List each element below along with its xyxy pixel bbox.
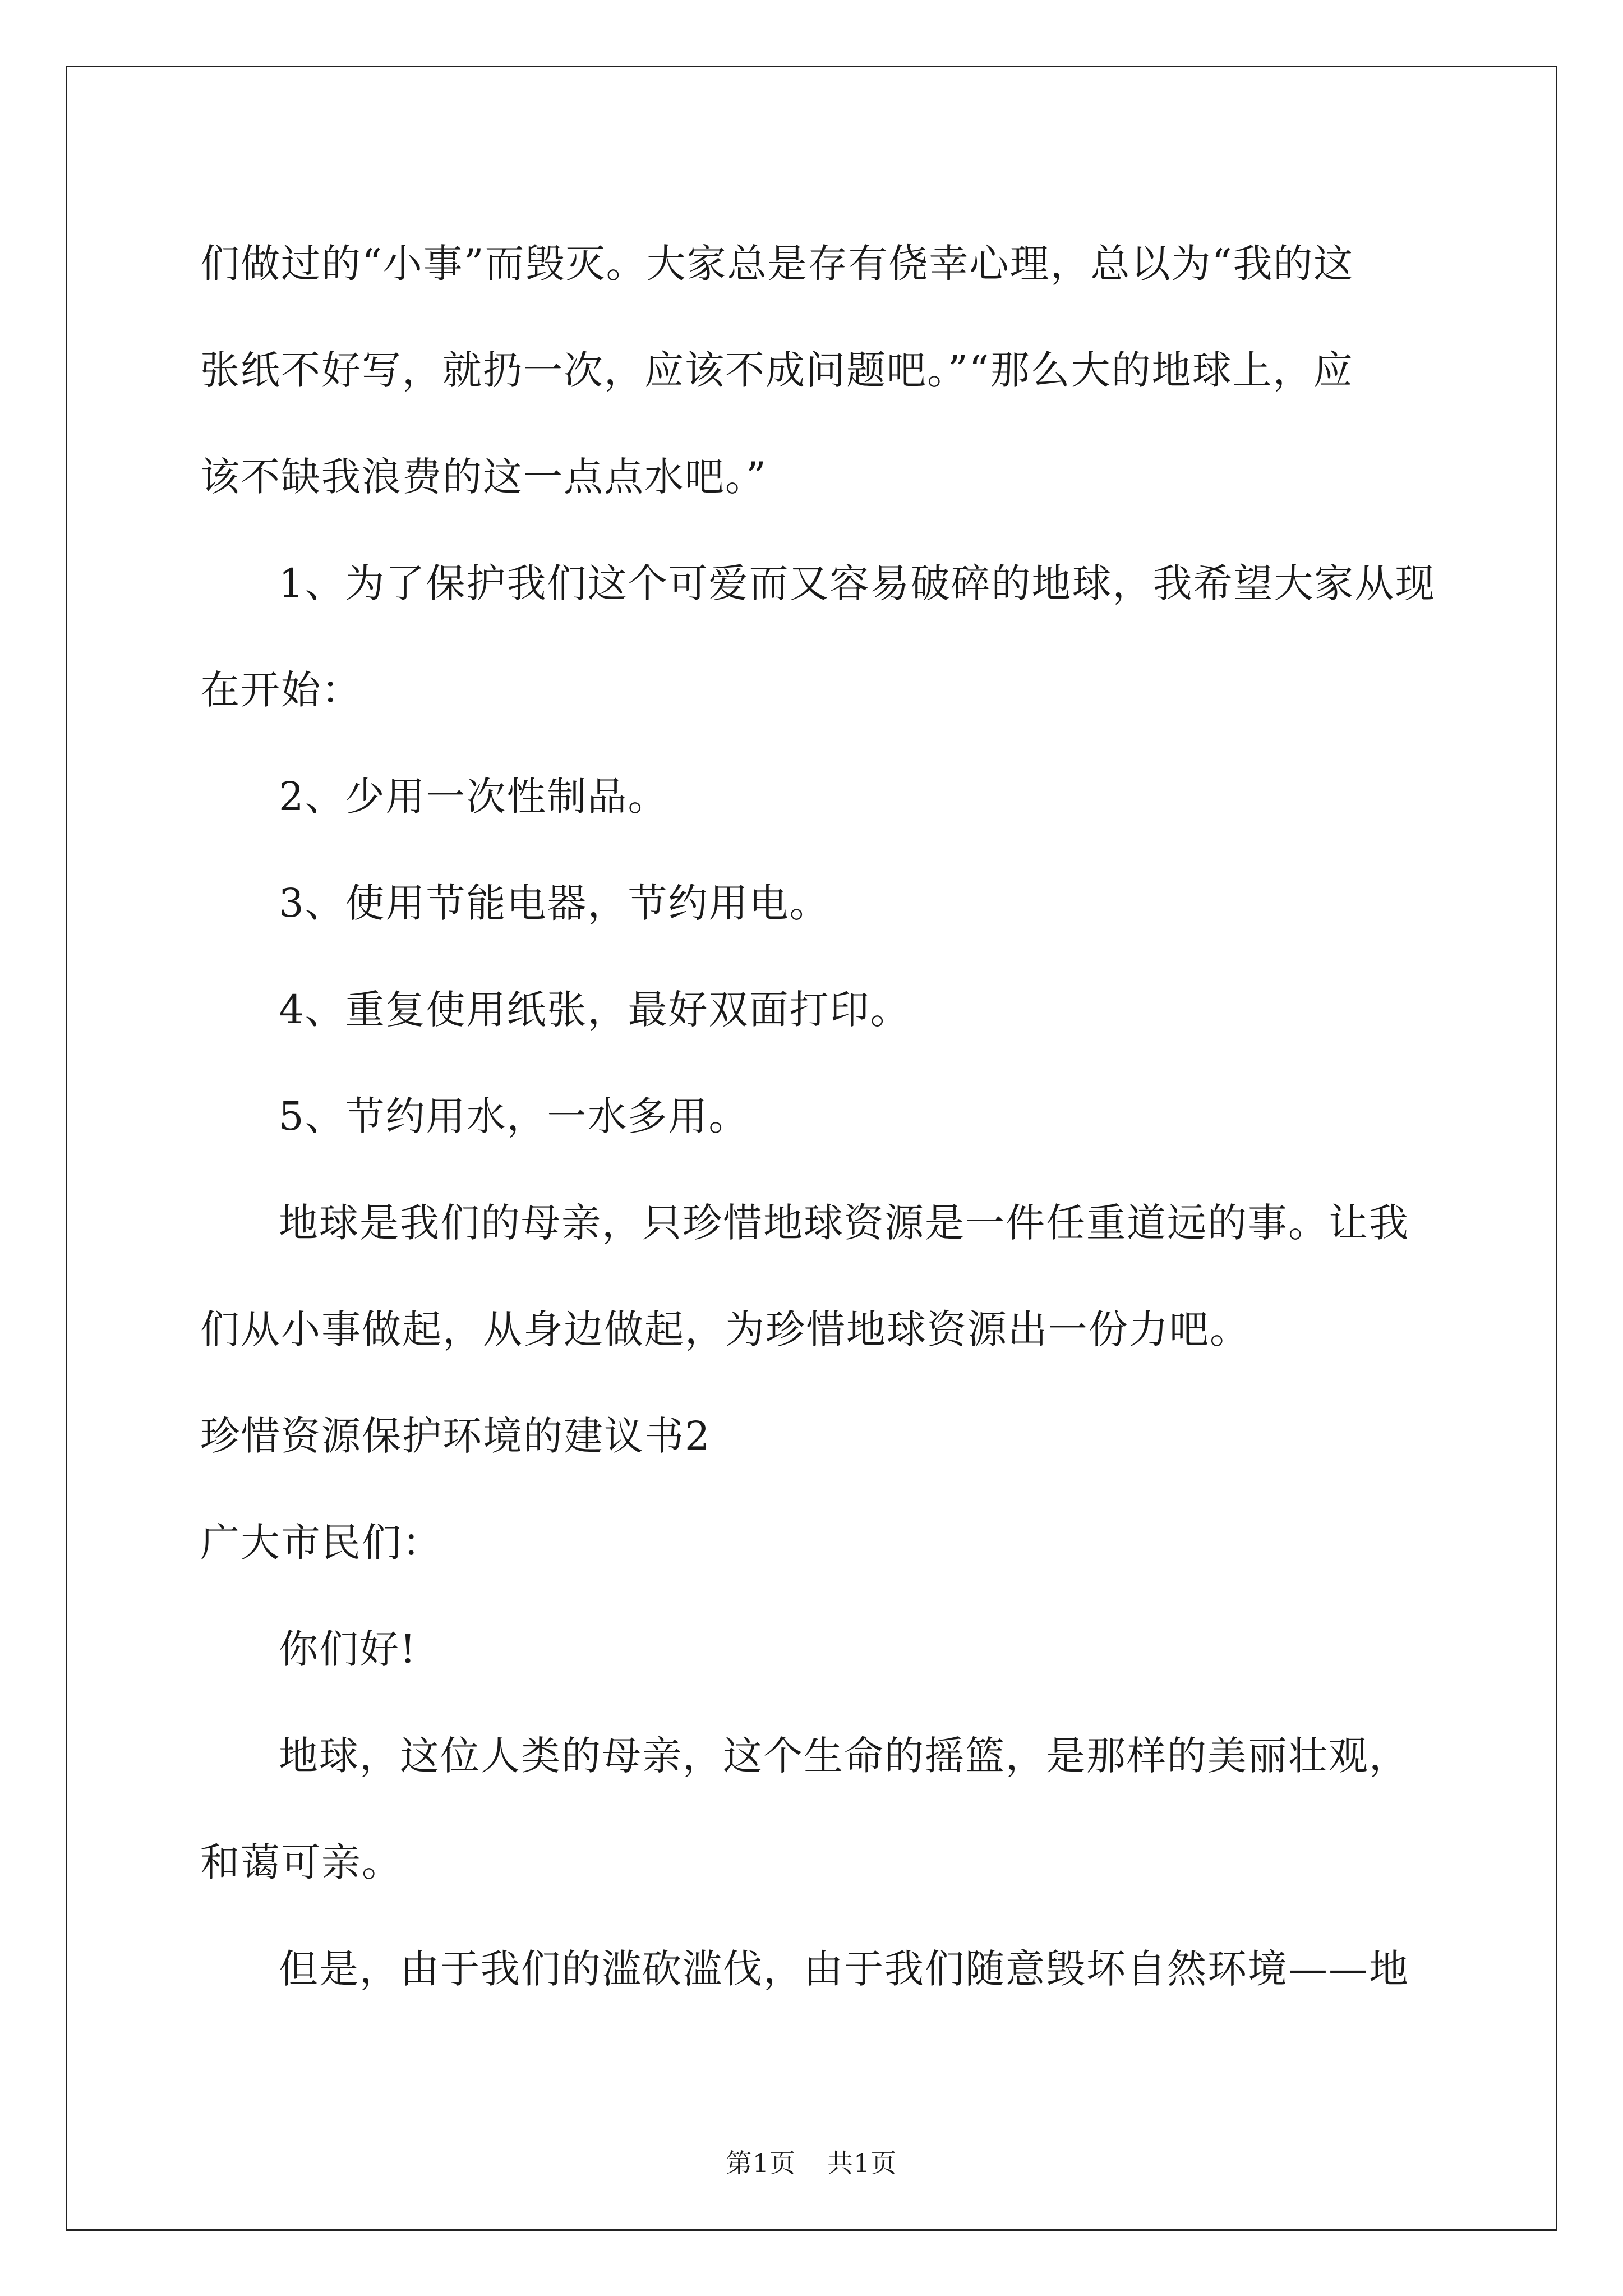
text-line: 地球，这位人类的母亲，这个生命的摇篮，是那样的美丽壮观， — [279, 1733, 1409, 1779]
list-item-1: 1、为了保护我们这个可爱而又容易破碎的地球，我希望大家从现 — [279, 560, 1436, 606]
list-item-4: 4、重复使用纸张，最好双面打印。 — [279, 987, 911, 1033]
text-line: 地球是我们的母亲，只珍惜地球资源是一件任重道远的事。让我 — [279, 1200, 1409, 1246]
text-line: 和蔼可亲。 — [200, 1839, 402, 1885]
page-footer — [0, 2143, 1623, 2180]
list-item-2: 2、少用一次性制品。 — [279, 774, 668, 820]
text-line: 但是，由于我们的滥砍滥伐，由于我们随意毁坏自然环境——地 — [279, 1946, 1409, 1992]
text-line: 在开始： — [200, 667, 362, 713]
page-total: 共1页 — [827, 2148, 897, 2178]
text-line: 们做过的“小事”而毁灭。大家总是存有侥幸心理，总以为“我的这 — [200, 241, 1354, 287]
document-body — [200, 210, 1434, 2022]
salutation: 广大市民们： — [200, 1520, 442, 1566]
page-number: 第1页 — [726, 2148, 796, 2178]
section-title: 珍惜资源保护环境的建议书2 — [200, 1413, 711, 1459]
list-item-5: 5、节约用水，一水多用。 — [279, 1093, 749, 1139]
greeting: 你们好! — [279, 1626, 417, 1672]
text-line: 张纸不好写，就扔一次，应该不成问题吧。”“那么大的地球上，应 — [200, 347, 1354, 393]
list-item-3: 3、使用节能电器，节约用电。 — [279, 880, 830, 926]
text-line: 该不缺我浪费的这一点点水吧。” — [200, 454, 767, 500]
text-line: 们从小事做起，从身边做起，为珍惜地球资源出一份力吧。 — [200, 1306, 1250, 1352]
